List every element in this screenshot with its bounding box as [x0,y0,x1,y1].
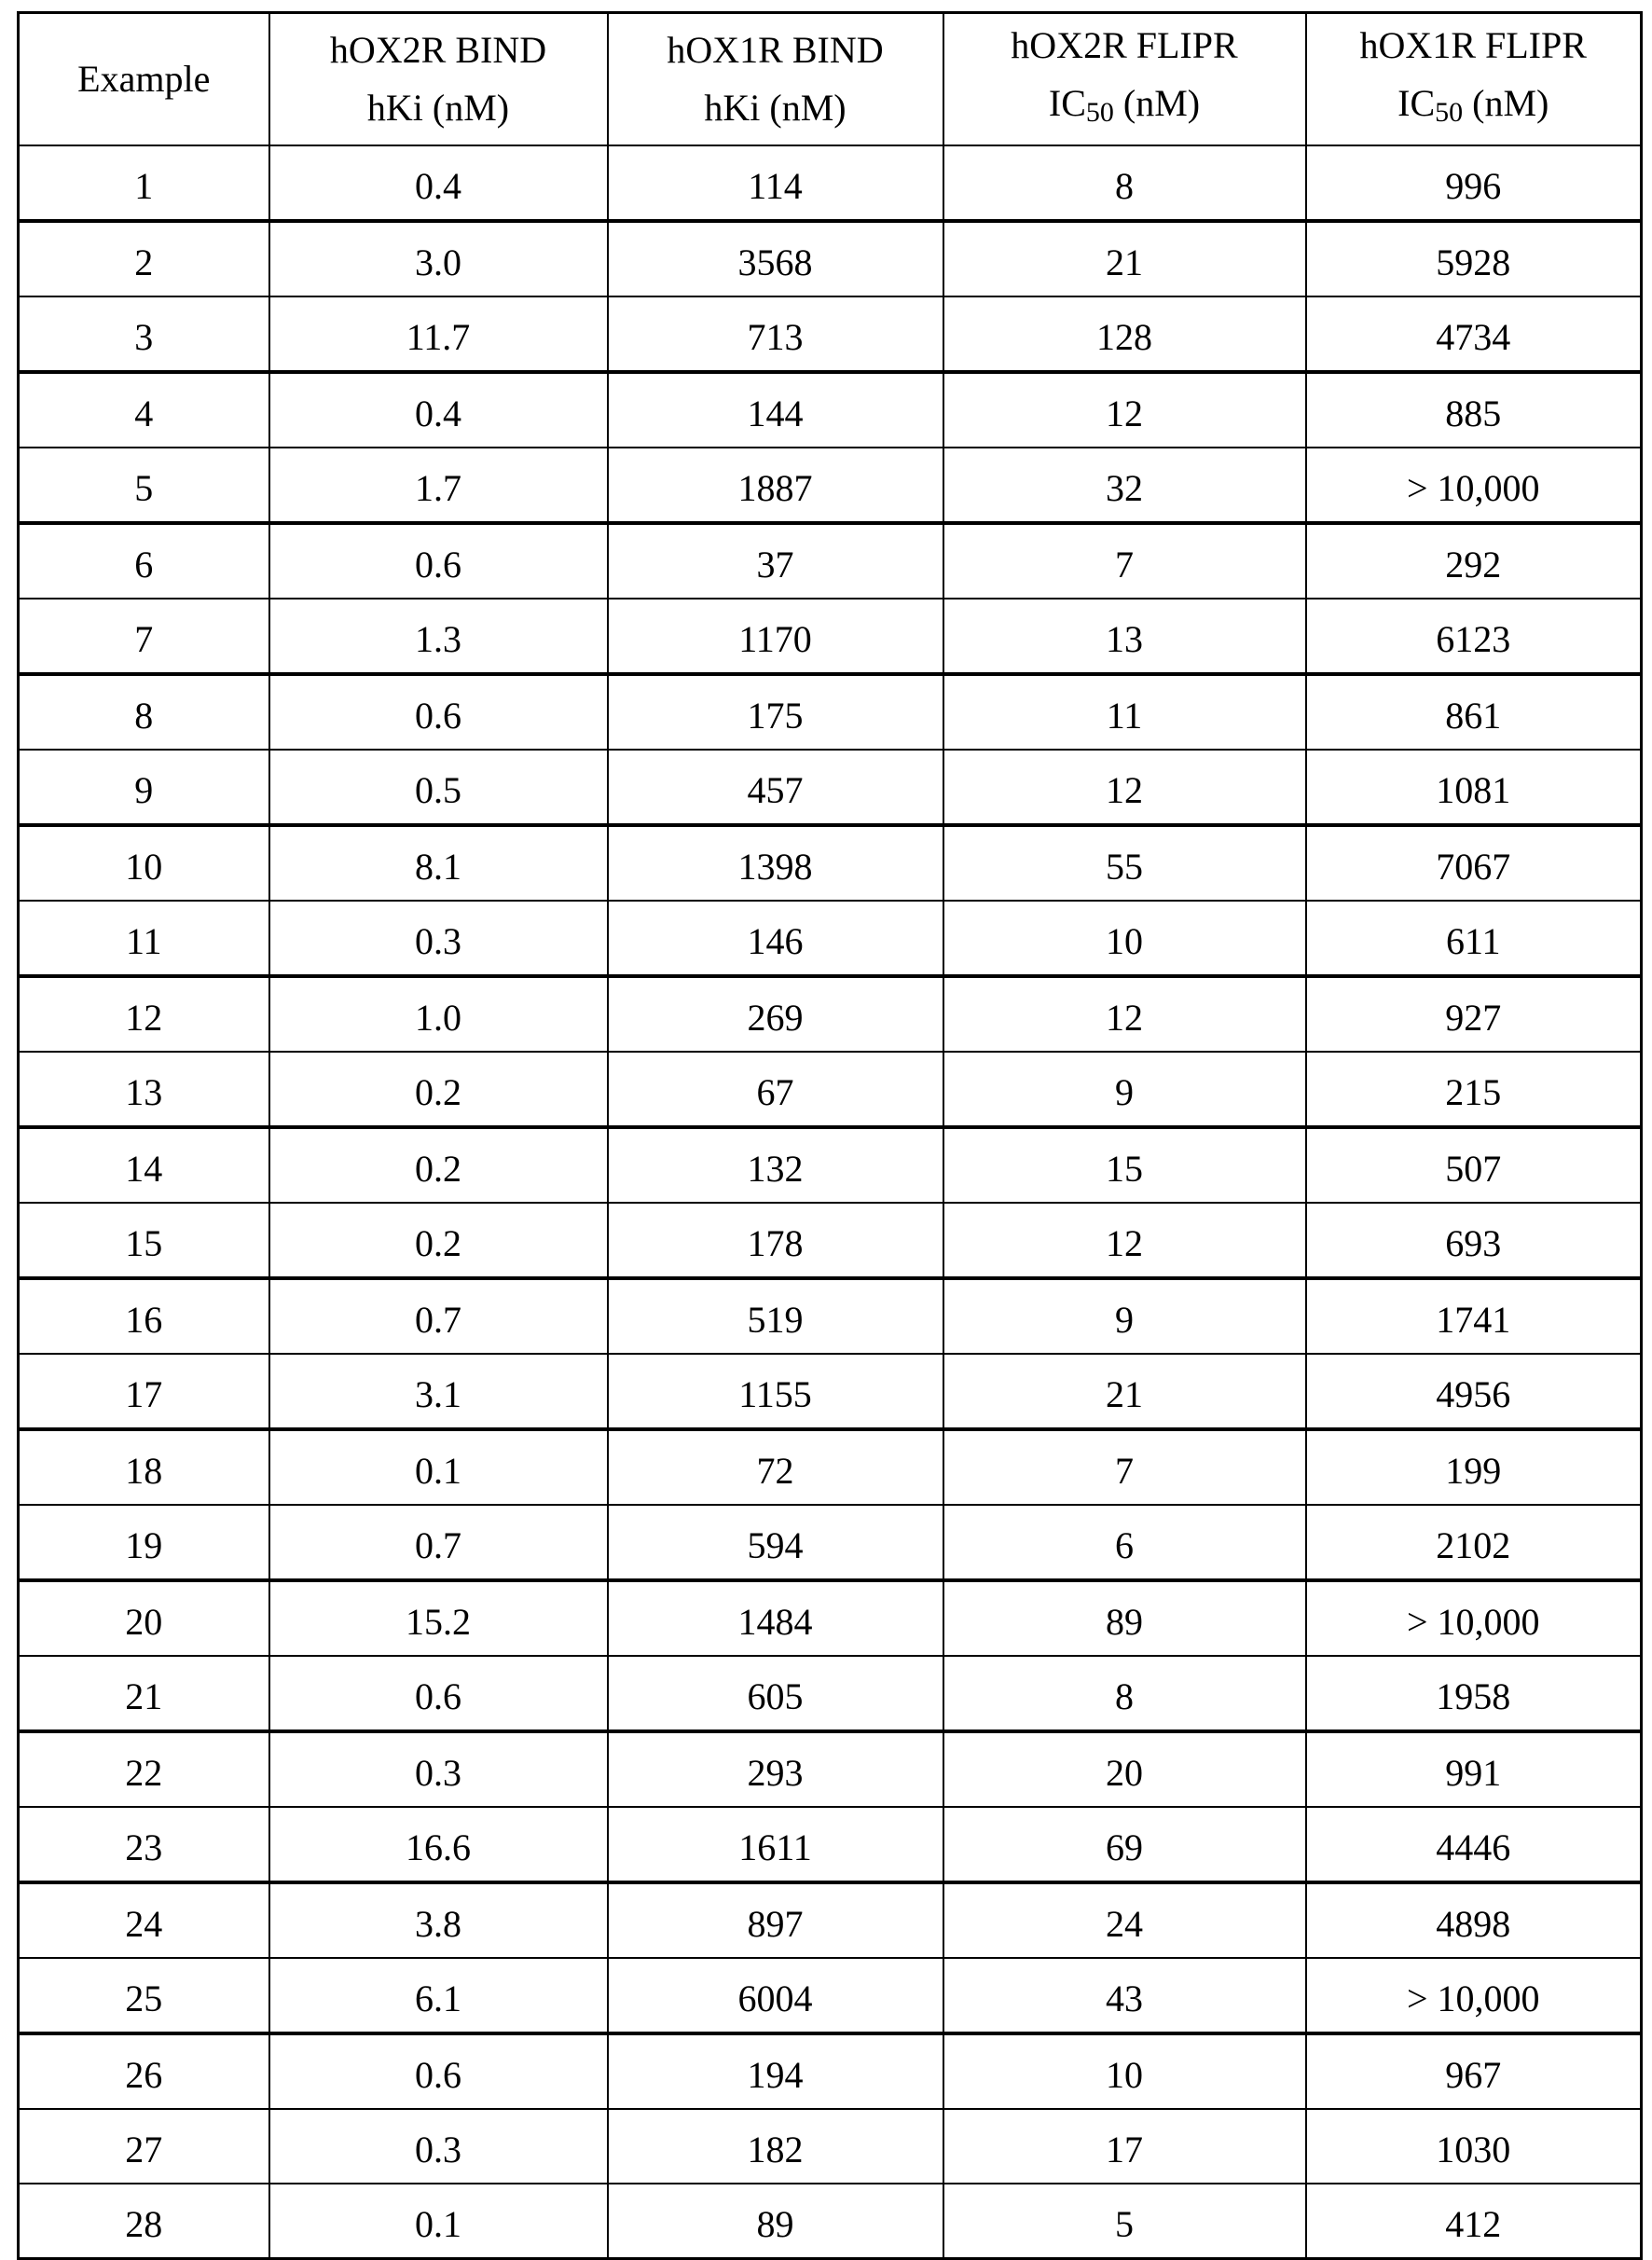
cell-hox2r-bind-hki: 0.3 [269,1731,608,1807]
ic-label: IC [1048,82,1086,124]
cell-hox2r-bind-hki: 8.1 [269,825,608,901]
cell-hox1r-bind-hki: 144 [608,372,943,448]
table-row [19,296,1642,372]
cell-hox1r-flipr-ic50: 1741 [1306,1278,1642,1354]
cell-example-number: 11 [19,901,269,976]
cell-hox1r-bind-hki: 3568 [608,221,943,296]
table-row [19,976,1642,1052]
cell-example-number: 1 [19,145,269,221]
cell-hox1r-bind-hki: 114 [608,145,943,221]
cell-hox2r-bind-hki: 0.2 [269,1203,608,1278]
cell-example-number: 14 [19,1127,269,1203]
table-row [19,674,1642,750]
cell-example-number: 6 [19,523,269,599]
cell-example-number: 18 [19,1429,269,1505]
table-row [19,1505,1642,1580]
cell-hox2r-bind-hki: 0.2 [269,1052,608,1127]
cell-hox2r-flipr-ic50: 5 [943,2184,1306,2259]
table-header [19,13,1642,146]
table-row [19,1580,1642,1656]
table-row [19,2184,1642,2259]
cell-hox2r-flipr-ic50: 8 [943,145,1306,221]
cell-hox1r-bind-hki: 1887 [608,448,943,523]
cell-hox1r-bind-hki: 6004 [608,1958,943,2033]
cell-hox2r-bind-hki: 0.6 [269,2033,608,2109]
cell-hox1r-bind-hki: 132 [608,1127,943,1203]
cell-hox1r-bind-hki: 72 [608,1429,943,1505]
cell-hox1r-flipr-ic50: > 10,000 [1306,1958,1642,2033]
cell-hox1r-flipr-ic50: 885 [1306,372,1642,448]
cell-hox1r-flipr-ic50: 4734 [1306,296,1642,372]
header-row [19,13,1642,146]
cell-example-number: 21 [19,1656,269,1731]
cell-hox2r-flipr-ic50: 8 [943,1656,1306,1731]
table-row [19,145,1642,221]
cell-hox2r-bind-hki: 0.6 [269,523,608,599]
cell-hox1r-bind-hki: 713 [608,296,943,372]
ic-label: IC [1397,82,1436,124]
cell-hox1r-flipr-ic50: 215 [1306,1052,1642,1127]
header-hox2r-flipr [943,13,1306,146]
table-row [19,1958,1642,2033]
cell-example-number: 13 [19,1052,269,1127]
cell-example-number: 24 [19,1882,269,1958]
header-hox1r-bind [608,13,943,146]
cell-example-number: 25 [19,1958,269,2033]
cell-hox2r-flipr-ic50: 6 [943,1505,1306,1580]
cell-hox2r-bind-hki: 1.0 [269,976,608,1052]
cell-hox1r-flipr-ic50: 292 [1306,523,1642,599]
cell-hox2r-bind-hki: 3.1 [269,1354,608,1429]
cell-hox1r-bind-hki: 293 [608,1731,943,1807]
cell-hox1r-flipr-ic50: 996 [1306,145,1642,221]
table-row [19,1807,1642,1882]
cell-example-number: 12 [19,976,269,1052]
cell-hox2r-bind-hki: 0.6 [269,674,608,750]
cell-hox2r-bind-hki: 0.4 [269,145,608,221]
cell-hox2r-flipr-ic50: 9 [943,1278,1306,1354]
cell-hox1r-bind-hki: 897 [608,1882,943,1958]
cell-hox1r-bind-hki: 594 [608,1505,943,1580]
cell-hox1r-flipr-ic50: 4898 [1306,1882,1642,1958]
cell-hox1r-bind-hki: 67 [608,1052,943,1127]
cell-hox1r-flipr-ic50: 2102 [1306,1505,1642,1580]
cell-hox1r-bind-hki: 89 [608,2184,943,2259]
table-row [19,1203,1642,1278]
cell-hox2r-flipr-ic50: 11 [943,674,1306,750]
cell-hox2r-bind-hki: 15.2 [269,1580,608,1656]
table-row [19,750,1642,825]
table-row [19,1354,1642,1429]
cell-hox2r-bind-hki: 3.0 [269,221,608,296]
cell-hox2r-flipr-ic50: 32 [943,448,1306,523]
ic-subscript: 50 [1085,97,1114,128]
table-row [19,1429,1642,1505]
cell-hox1r-flipr-ic50: 693 [1306,1203,1642,1278]
cell-hox1r-bind-hki: 519 [608,1278,943,1354]
cell-hox1r-flipr-ic50: 1958 [1306,1656,1642,1731]
table-row [19,599,1642,674]
table-row [19,1656,1642,1731]
cell-hox1r-flipr-ic50: 611 [1306,901,1642,976]
cell-example-number: 10 [19,825,269,901]
ic-subscript: 50 [1435,97,1464,128]
header-label: Example [77,58,211,100]
cell-example-number: 9 [19,750,269,825]
cell-hox2r-bind-hki: 11.7 [269,296,608,372]
cell-hox1r-bind-hki: 1155 [608,1354,943,1429]
cell-hox2r-flipr-ic50: 12 [943,1203,1306,1278]
cell-hox2r-flipr-ic50: 12 [943,750,1306,825]
cell-hox2r-bind-hki: 6.1 [269,1958,608,2033]
cell-hox1r-flipr-ic50: 967 [1306,2033,1642,2109]
cell-hox1r-flipr-ic50: 199 [1306,1429,1642,1505]
header-label-line1: hOX2R FLIPR [1011,24,1238,66]
table-body [19,145,1642,2259]
cell-example-number: 7 [19,599,269,674]
cell-hox1r-bind-hki: 37 [608,523,943,599]
cell-hox1r-flipr-ic50: 507 [1306,1127,1642,1203]
cell-hox2r-flipr-ic50: 69 [943,1807,1306,1882]
cell-hox2r-bind-hki: 0.1 [269,1429,608,1505]
cell-hox1r-flipr-ic50: 4956 [1306,1354,1642,1429]
cell-hox1r-flipr-ic50: 412 [1306,2184,1642,2259]
table-row [19,825,1642,901]
cell-hox1r-bind-hki: 269 [608,976,943,1052]
cell-hox1r-bind-hki: 605 [608,1656,943,1731]
cell-hox2r-flipr-ic50: 7 [943,1429,1306,1505]
unit-label: (nM) [1463,82,1549,124]
cell-hox2r-bind-hki: 1.3 [269,599,608,674]
table-row [19,901,1642,976]
cell-hox2r-flipr-ic50: 21 [943,1354,1306,1429]
header-label-line1: hOX1R BIND [667,29,884,71]
cell-hox1r-flipr-ic50: 4446 [1306,1807,1642,1882]
unit-label: (nM) [1113,82,1201,124]
cell-example-number: 2 [19,221,269,296]
cell-example-number: 4 [19,372,269,448]
cell-hox2r-bind-hki: 0.7 [269,1505,608,1580]
cell-hox2r-flipr-ic50: 13 [943,599,1306,674]
cell-example-number: 8 [19,674,269,750]
cell-hox2r-flipr-ic50: 24 [943,1882,1306,1958]
cell-hox2r-flipr-ic50: 15 [943,1127,1306,1203]
header-example [19,13,269,146]
cell-example-number: 15 [19,1203,269,1278]
cell-hox1r-bind-hki: 1484 [608,1580,943,1656]
cell-hox1r-bind-hki: 457 [608,750,943,825]
table-row [19,1731,1642,1807]
cell-hox2r-flipr-ic50: 7 [943,523,1306,599]
cell-example-number: 5 [19,448,269,523]
table-row [19,1052,1642,1127]
cell-hox2r-flipr-ic50: 12 [943,372,1306,448]
cell-example-number: 22 [19,1731,269,1807]
header-label-line2 [944,75,1305,142]
table-row [19,2033,1642,2109]
cell-hox1r-flipr-ic50: 861 [1306,674,1642,750]
table-row [19,1127,1642,1203]
cell-example-number: 19 [19,1505,269,1580]
cell-hox1r-bind-hki: 1611 [608,1807,943,1882]
cell-hox1r-flipr-ic50: 6123 [1306,599,1642,674]
cell-hox1r-flipr-ic50: 7067 [1306,825,1642,901]
header-label-line1: hOX2R BIND [329,29,547,71]
cell-hox2r-flipr-ic50: 43 [943,1958,1306,2033]
cell-hox2r-flipr-ic50: 12 [943,976,1306,1052]
table-row [19,1882,1642,1958]
table-row [19,523,1642,599]
cell-hox2r-bind-hki: 0.1 [269,2184,608,2259]
table-row [19,221,1642,296]
cell-hox2r-bind-hki: 0.3 [269,2109,608,2184]
cell-example-number: 28 [19,2184,269,2259]
cell-hox1r-flipr-ic50: 1081 [1306,750,1642,825]
table-row [19,2109,1642,2184]
cell-hox2r-bind-hki: 0.7 [269,1278,608,1354]
cell-hox1r-flipr-ic50: > 10,000 [1306,1580,1642,1656]
cell-hox2r-flipr-ic50: 20 [943,1731,1306,1807]
cell-hox1r-bind-hki: 182 [608,2109,943,2184]
cell-hox2r-bind-hki: 0.2 [269,1127,608,1203]
cell-hox2r-bind-hki: 0.6 [269,1656,608,1731]
cell-example-number: 20 [19,1580,269,1656]
table-row [19,372,1642,448]
cell-hox2r-bind-hki: 0.5 [269,750,608,825]
cell-hox2r-bind-hki: 1.7 [269,448,608,523]
cell-hox1r-bind-hki: 1398 [608,825,943,901]
cell-example-number: 23 [19,1807,269,1882]
cell-hox2r-flipr-ic50: 17 [943,2109,1306,2184]
cell-hox1r-bind-hki: 146 [608,901,943,976]
cell-hox2r-flipr-ic50: 21 [943,221,1306,296]
header-label-line2: hKi (nM) [366,87,510,129]
cell-hox1r-flipr-ic50: 1030 [1306,2109,1642,2184]
cell-example-number: 16 [19,1278,269,1354]
header-label-line2: hKi (nM) [704,87,847,129]
cell-hox2r-bind-hki: 3.8 [269,1882,608,1958]
cell-hox2r-flipr-ic50: 89 [943,1580,1306,1656]
header-label-line1: hOX1R FLIPR [1359,24,1587,66]
cell-example-number: 17 [19,1354,269,1429]
cell-hox1r-flipr-ic50: 991 [1306,1731,1642,1807]
cell-hox1r-bind-hki: 194 [608,2033,943,2109]
header-label-line2 [1307,75,1641,142]
cell-hox1r-flipr-ic50: 927 [1306,976,1642,1052]
cell-hox1r-bind-hki: 1170 [608,599,943,674]
cell-hox2r-flipr-ic50: 128 [943,296,1306,372]
cell-example-number: 26 [19,2033,269,2109]
cell-hox1r-bind-hki: 178 [608,1203,943,1278]
table-row [19,448,1642,523]
cell-hox2r-flipr-ic50: 10 [943,2033,1306,2109]
cell-example-number: 27 [19,2109,269,2184]
cell-example-number: 3 [19,296,269,372]
cell-hox1r-flipr-ic50: 5928 [1306,221,1642,296]
cell-hox2r-flipr-ic50: 55 [943,825,1306,901]
cell-hox2r-bind-hki: 0.3 [269,901,608,976]
header-hox2r-bind [269,13,608,146]
cell-hox2r-bind-hki: 0.4 [269,372,608,448]
assay-results-table [17,11,1643,2260]
cell-hox2r-bind-hki: 16.6 [269,1807,608,1882]
header-hox1r-flipr [1306,13,1642,146]
cell-hox1r-bind-hki: 175 [608,674,943,750]
cell-hox1r-flipr-ic50: > 10,000 [1306,448,1642,523]
cell-hox2r-flipr-ic50: 9 [943,1052,1306,1127]
table-row [19,1278,1642,1354]
cell-hox2r-flipr-ic50: 10 [943,901,1306,976]
